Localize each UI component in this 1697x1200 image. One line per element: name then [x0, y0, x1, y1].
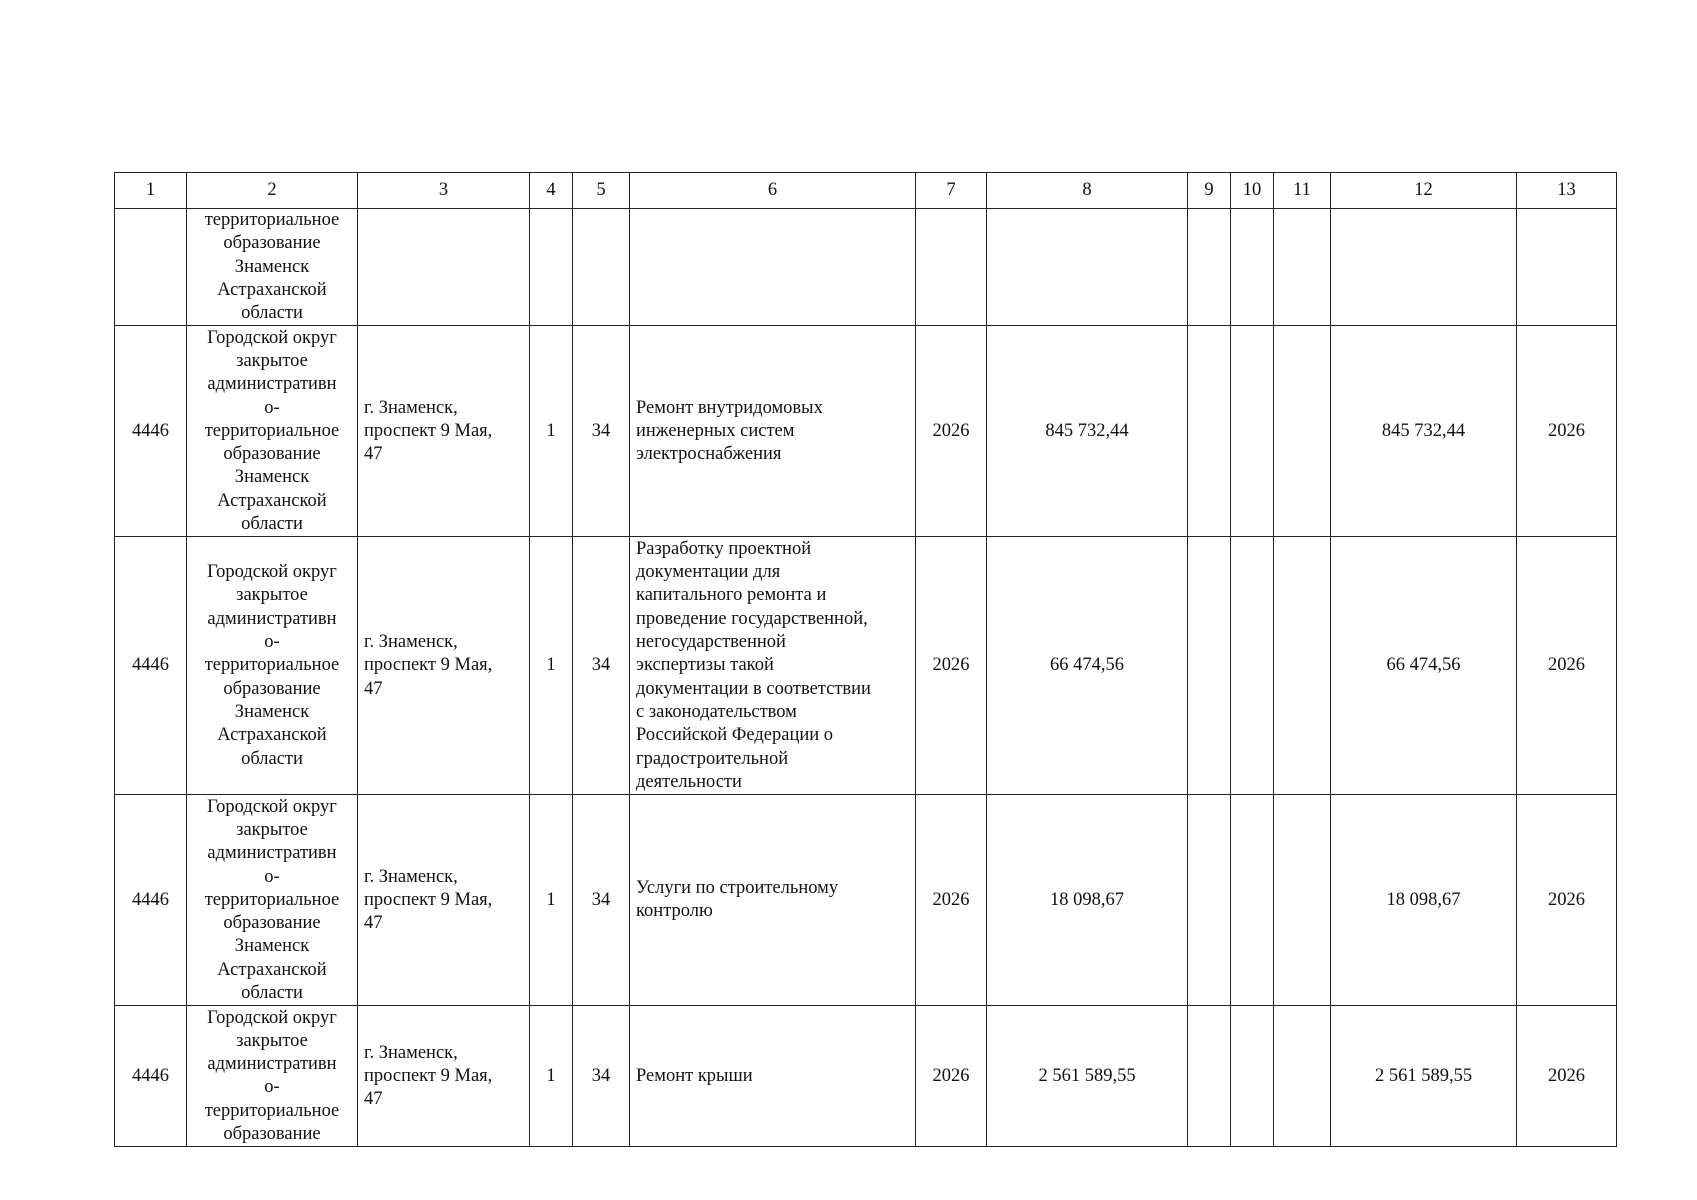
fund-cost-cell: 66 474,56: [1331, 537, 1517, 795]
year-cell: 2026: [916, 1006, 987, 1147]
col-9-cell: [1188, 1006, 1231, 1147]
fund-cost-cell: 2 561 589,55: [1331, 1006, 1517, 1147]
col-5-cell: 34: [573, 326, 630, 537]
col-11-cell: [1274, 537, 1331, 795]
col-5-cell: 34: [573, 795, 630, 1006]
header-col-3: 3: [358, 173, 530, 209]
cost-cell: 66 474,56: [987, 537, 1188, 795]
code-cell: 4446: [115, 326, 187, 537]
program-table: [114, 172, 1617, 1147]
header-col-10: 10: [1231, 173, 1274, 209]
year-cell: 2026: [916, 795, 987, 1006]
end-year-cell: [1517, 209, 1617, 326]
column-number-header-row: [115, 173, 1617, 209]
cost-cell: [987, 209, 1188, 326]
table-row: [115, 209, 1617, 326]
work-type-cell: Ремонт внутридомовых инженерных систем электроснабжения: [630, 326, 916, 537]
municipality-cell: Городской округ закрытое административн о- территориальное образование Знаменск Астраханской области: [187, 795, 358, 1006]
col-4-cell: 1: [530, 326, 573, 537]
col-4-cell: 1: [530, 795, 573, 1006]
col-9-cell: [1188, 795, 1231, 1006]
header-col-8: 8: [987, 173, 1188, 209]
year-cell: 2026: [916, 326, 987, 537]
col-10-cell: [1231, 795, 1274, 1006]
fund-cost-cell: [1331, 209, 1517, 326]
col-9-cell: [1188, 537, 1231, 795]
table-row: [115, 1006, 1617, 1147]
fund-cost-cell: 18 098,67: [1331, 795, 1517, 1006]
header-col-11: 11: [1274, 173, 1331, 209]
col-10-cell: [1231, 537, 1274, 795]
year-cell: [916, 209, 987, 326]
address-cell: г. Знаменск, проспект 9 Мая, 47: [358, 795, 530, 1006]
header-col-7: 7: [916, 173, 987, 209]
header-col-6: 6: [630, 173, 916, 209]
col-11-cell: [1274, 326, 1331, 537]
address-cell: [358, 209, 530, 326]
code-cell: 4446: [115, 1006, 187, 1147]
end-year-cell: 2026: [1517, 537, 1617, 795]
code-cell: 4446: [115, 537, 187, 795]
header-col-9: 9: [1188, 173, 1231, 209]
municipality-cell: Городской округ закрытое административн о- территориальное образование Знаменск Астраханской области: [187, 537, 358, 795]
work-type-cell: [630, 209, 916, 326]
end-year-cell: 2026: [1517, 1006, 1617, 1147]
col-5-cell: 34: [573, 1006, 630, 1147]
table-row: [115, 537, 1617, 795]
municipality-cell: Городской округ закрытое административн о- территориальное образование: [187, 1006, 358, 1147]
col-10-cell: [1231, 1006, 1274, 1147]
code-cell: 4446: [115, 795, 187, 1006]
header-col-13: 13: [1517, 173, 1617, 209]
work-type-cell: Услуги по строительному контролю: [630, 795, 916, 1006]
address-cell: г. Знаменск, проспект 9 Мая, 47: [358, 1006, 530, 1147]
col-9-cell: [1188, 326, 1231, 537]
fund-cost-cell: 845 732,44: [1331, 326, 1517, 537]
col-4-cell: 1: [530, 537, 573, 795]
col-9-cell: [1188, 209, 1231, 326]
address-cell: г. Знаменск, проспект 9 Мая, 47: [358, 537, 530, 795]
col-11-cell: [1274, 209, 1331, 326]
address-cell: г. Знаменск, проспект 9 Мая, 47: [358, 326, 530, 537]
col-5-cell: [573, 209, 630, 326]
cost-cell: 845 732,44: [987, 326, 1188, 537]
work-type-cell: Разработку проектной документации для капитального ремонта и проведение государственной, негосударственной экспертизы такой документации в соответствии с законодательством Российской Федерации о градостроительной деятельности: [630, 537, 916, 795]
header-col-1: 1: [115, 173, 187, 209]
col-11-cell: [1274, 1006, 1331, 1147]
header-col-12: 12: [1331, 173, 1517, 209]
end-year-cell: 2026: [1517, 795, 1617, 1006]
table-row: [115, 795, 1617, 1006]
col-4-cell: 1: [530, 1006, 573, 1147]
cost-cell: 18 098,67: [987, 795, 1188, 1006]
col-10-cell: [1231, 209, 1274, 326]
municipality-cell: Городской округ закрытое административн о- территориальное образование Знаменск Астраханской области: [187, 326, 358, 537]
col-4-cell: [530, 209, 573, 326]
municipality-cell: территориальное образование Знаменск Астраханской области: [187, 209, 358, 326]
year-cell: 2026: [916, 537, 987, 795]
col-10-cell: [1231, 326, 1274, 537]
table-row: [115, 326, 1617, 537]
col-11-cell: [1274, 795, 1331, 1006]
end-year-cell: 2026: [1517, 326, 1617, 537]
header-col-5: 5: [573, 173, 630, 209]
cost-cell: 2 561 589,55: [987, 1006, 1188, 1147]
work-type-cell: Ремонт крыши: [630, 1006, 916, 1147]
header-col-2: 2: [187, 173, 358, 209]
header-col-4: 4: [530, 173, 573, 209]
col-5-cell: 34: [573, 537, 630, 795]
code-cell: [115, 209, 187, 326]
